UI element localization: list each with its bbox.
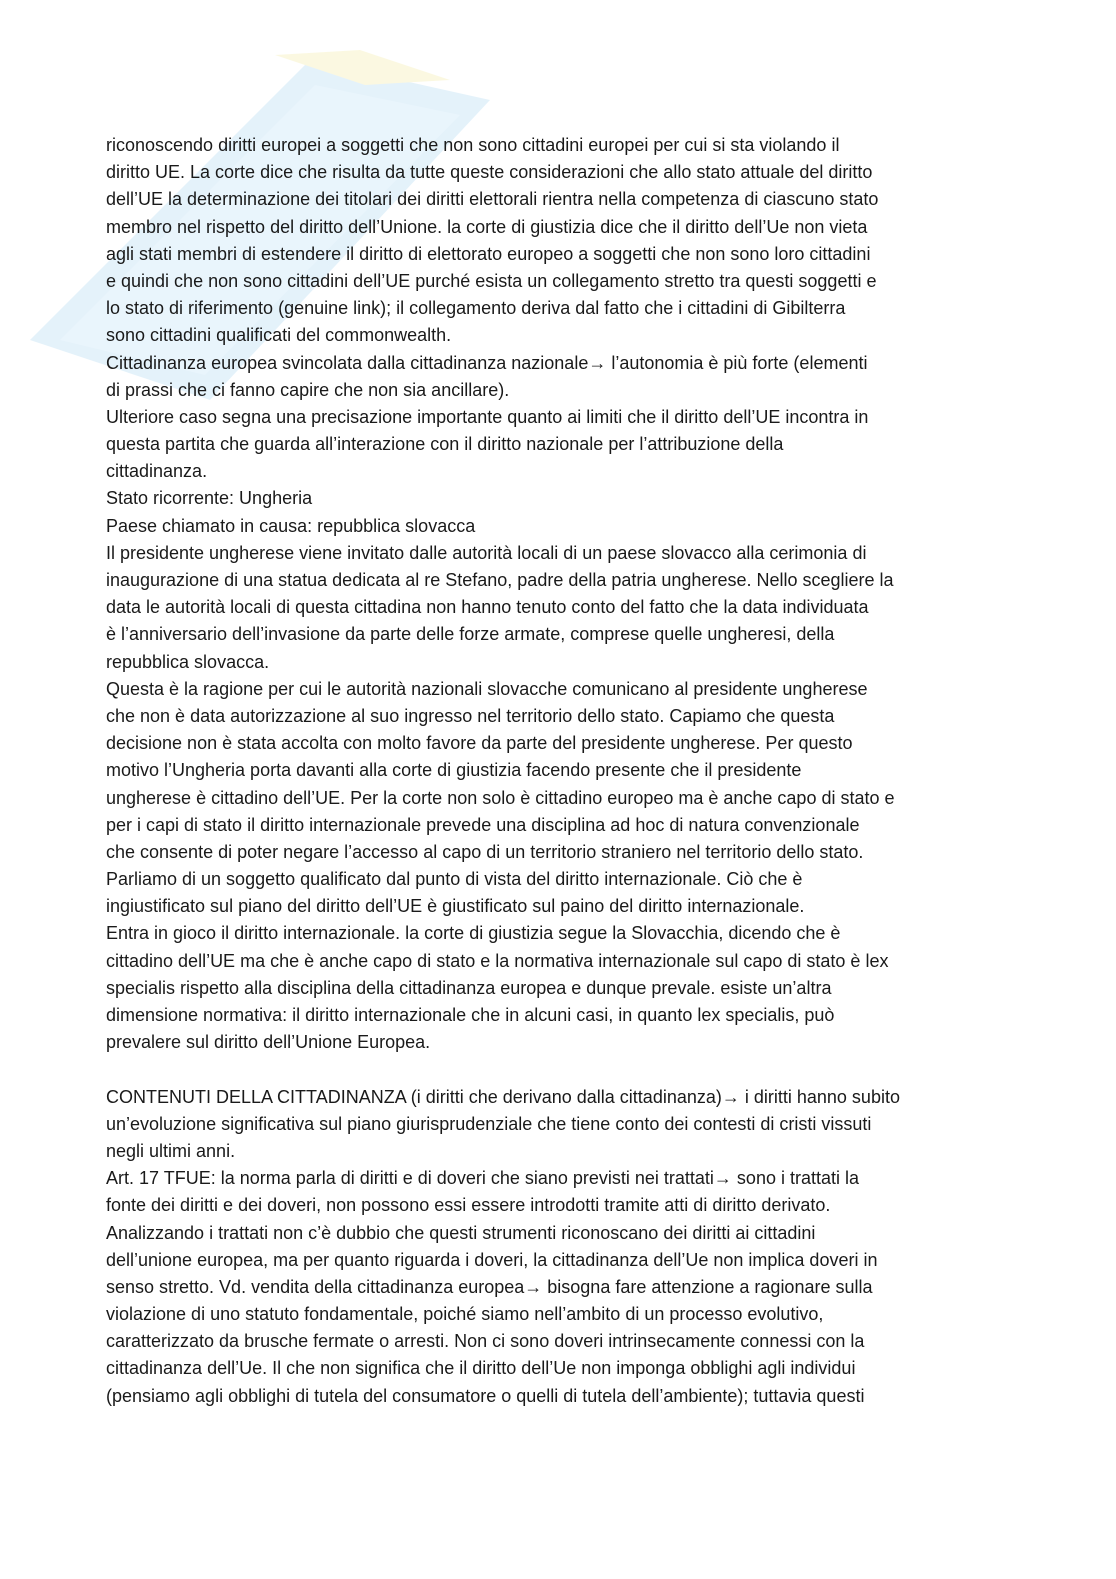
text-line: membro nel rispetto del diritto dell’Unione. la corte di giustizia dice che il diritto dell’Ue non vieta: [106, 216, 868, 237]
paragraph: [106, 404, 1006, 486]
text-line: motivo l’Ungheria porta davanti alla corte di giustizia facendo presente che il presidente: [106, 760, 802, 781]
text-line: specialis rispetto alla disciplina della cittadinanza europea e dunque prevale. esiste un’altra: [106, 977, 832, 998]
text-line: cittadino dell’UE ma che è anche capo di stato e la normativa internazionale sul capo di stato è lex: [106, 950, 889, 971]
text-line: prevalere sul diritto dell’Unione Europea.: [106, 1032, 431, 1053]
text-line: che non è data autorizzazione al suo ingresso nel territorio dello stato. Capiamo che questa: [106, 705, 835, 726]
text-line: lo stato di riferimento (genuine link); il collegamento deriva dal fatto che i cittadini di Gibilterra: [106, 298, 846, 319]
text-line: Analizzando i trattati non c’è dubbio che questi strumenti riconoscano dei diritti ai cittadini: [106, 1222, 816, 1243]
text-line: cittadinanza dell’Ue. Il che non significa che il diritto dell’Ue non imponga obblighi agli individui: [106, 1358, 856, 1379]
text-line: ungherese è cittadino dell’UE. Per la corte non solo è cittadino europeo ma è anche capo di stato e: [106, 787, 895, 808]
text-line: Paese chiamato in causa: repubblica slovacca: [106, 515, 476, 536]
text-line: inaugurazione di una statua dedicata al re Stefano, padre della patria ungherese. Nello scegliere la: [106, 570, 894, 590]
text-line: dell’UE la determinazione dei titolari dei diritti elettorali rientra nella competenza di ciascuno stato: [106, 189, 879, 210]
paragraph: [106, 920, 1006, 1056]
paragraph: [106, 676, 1006, 921]
text-line: senso stretto. Vd. vendita della cittadinanza europea→ bisogna fare attenzione a ragionare sulla: [106, 1276, 873, 1297]
paragraph: [106, 540, 1006, 676]
text-line: che consente di poter negare l’accesso al capo di un territorio straniero nel territorio dello stato.: [106, 841, 864, 862]
text-line: Il presidente ungherese viene invitato dalle autorità locali di un paese slovacco alla cerimonia di: [106, 542, 867, 563]
text-line: decisione non è stata accolta con molto favore da parte del presidente ungherese. Per questo: [106, 733, 853, 754]
text-line: di prassi che ci fanno capire che non sia ancillare).: [106, 379, 510, 400]
text-line: sono cittadini qualificati del commonwealth.: [106, 325, 452, 346]
text-line: Parliamo di un soggetto qualificato dal punto di vista del diritto internazionale. Ciò che è: [106, 869, 803, 890]
document-body: [106, 132, 1006, 1410]
text-line: CONTENUTI DELLA CITTADINANZA (i diritti che derivano dalla cittadinanza)→ i diritti hanno subito: [106, 1086, 900, 1107]
text-line: fonte dei diritti e dei doveri, non possono essi essere introdotti tramite atti di diritto derivato.: [106, 1195, 831, 1216]
text-line: caratterizzato da brusche fermate o arresti. Non ci sono doveri intrinsecamente connessi con la: [106, 1331, 865, 1352]
text-line: Stato ricorrente: Ungheria: [106, 488, 313, 509]
paragraph: [106, 513, 1006, 540]
paragraph-gap: [106, 1056, 1006, 1083]
text-line: riconoscendo diritti europei a soggetti che non sono cittadini europei per cui si sta violando il: [106, 135, 840, 155]
text-line: un’evoluzione significativa sul piano giurisprudenziale che tiene conto dei contesti di cristi vissuti: [106, 1113, 872, 1134]
text-line: è l’anniversario dell’invasione da parte delle forze armate, comprese quelle ungheresi, della: [106, 624, 835, 645]
text-line: Cittadinanza europea svincolata dalla cittadinanza nazionale→ l’autonomia è più forte (elementi: [106, 352, 868, 373]
paragraph: [106, 132, 1006, 350]
paragraph: [106, 350, 1006, 404]
paragraph: [106, 485, 1006, 512]
text-line: (pensiamo agli obblighi di tutela del consumatore o quelli di tutela dell’ambiente); tuttavia questi: [106, 1385, 865, 1406]
text-line: e quindi che non sono cittadini dell’UE purché esista un collegamento stretto tra questi soggetti e: [106, 270, 877, 291]
text-line: Ulteriore caso segna una precisazione importante quanto ai limiti che il diritto dell’UE incontra in: [106, 406, 869, 427]
text-line: questa partita che guarda all’interazione con il diritto nazionale per l’attribuzione della: [106, 434, 784, 455]
text-line: Entra in gioco il diritto internazionale. la corte di giustizia segue la Slovacchia, dicendo che è: [106, 923, 841, 944]
text-line: repubblica slovacca.: [106, 651, 270, 672]
text-line: data le autorità locali di questa cittadina non hanno tenuto conto del fatto che la data individuata: [106, 597, 869, 618]
text-line: Art. 17 TFUE: la norma parla di diritti e di doveri che siano previsti nei trattati→ sono i trattati la: [106, 1168, 859, 1189]
text-line: per i capi di stato il diritto internazionale prevede una disciplina ad hoc di natura convenzionale: [106, 814, 860, 835]
text-line: dell’unione europea, ma per quanto riguarda i doveri, la cittadinanza dell’Ue non implica doveri in: [106, 1249, 878, 1270]
text-line: agli stati membri di estendere il diritto di elettorato europeo a soggetti che non sono loro cittadini: [106, 243, 871, 264]
text-line: Questa è la ragione per cui le autorità nazionali slovacche comunicano al presidente ungherese: [106, 678, 868, 699]
text-line: diritto UE. La corte dice che risulta da tutte queste considerazioni che allo stato attuale del diritto: [106, 162, 873, 183]
text-line: negli ultimi anni.: [106, 1140, 236, 1161]
text-line: cittadinanza.: [106, 461, 208, 482]
paragraph: [106, 1084, 1006, 1166]
text-line: violazione di uno statuto fondamentale, poiché siamo nell’ambito di un processo evolutivo,: [106, 1304, 824, 1325]
paragraph: [106, 1165, 1006, 1410]
text-line: ingiustificato sul piano del diritto dell’UE è giustificato sul paino del diritto internazionale.: [106, 896, 805, 917]
text-line: dimensione normativa: il diritto internazionale che in alcuni casi, in quanto lex specialis, può: [106, 1005, 835, 1025]
